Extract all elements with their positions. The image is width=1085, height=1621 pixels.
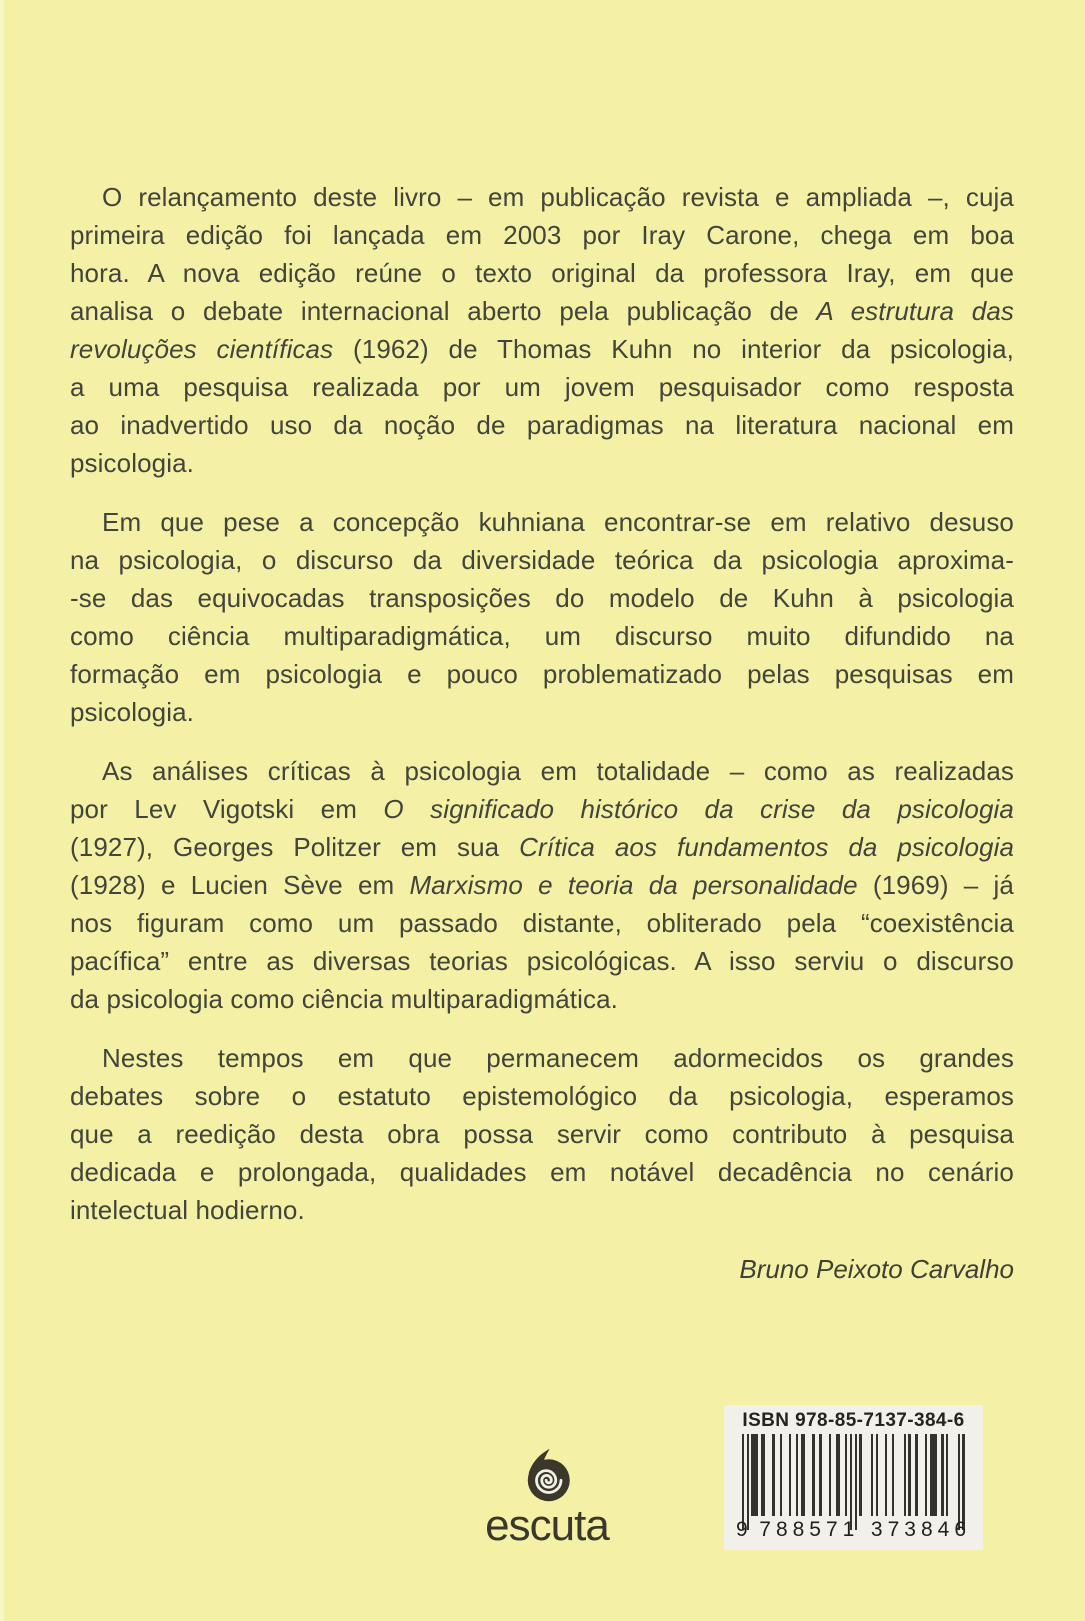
text-line: -se das equivocadas transposições do modelo de Kuhn à psicologia (70, 583, 1014, 613)
paragraph (70, 752, 1014, 1018)
text-line: hora. A nova edição reúne o texto original da professora Iray, em que (70, 258, 1014, 288)
text-line: como ciência multiparadigmática, um discurso muito difundido na (70, 621, 1014, 651)
isbn-label: ISBN 978-85-7137-384-6 (742, 1410, 965, 1431)
text-line: formação em psicologia e pouco problematizado pelas pesquisas em (70, 659, 1014, 689)
text-line: debates sobre o estatuto epistemológico da psicologia, esperamos (70, 1081, 1014, 1111)
text-line: dedicada e prolongada, qualidades em notável decadência no cenário (70, 1157, 1014, 1187)
text-line: ao inadvertido uso da noção de paradigmas na literatura nacional em (70, 410, 1014, 440)
text-line: da psicologia como ciência multiparadigmática. (70, 984, 618, 1014)
text-line: psicologia. (70, 697, 194, 727)
synopsis-paragraphs (70, 178, 1014, 1229)
barcode-digit-group-left: 788571 (759, 1518, 860, 1541)
text-line: O relançamento deste livro – em publicação revista e ampliada –, cuja (102, 182, 1014, 212)
text-line: analisa o debate internacional aberto pela publicação de A estrutura das (70, 296, 1014, 326)
text-line: intelectual hodierno. (70, 1195, 305, 1225)
text-line: psicologia. (70, 448, 194, 478)
text-line: Nestes tempos em que permanecem adormecidos os grandes (102, 1043, 1014, 1073)
text-line: (1928) e Lucien Sève em Marxismo e teoria da personalidade (1969) – já (70, 870, 1014, 900)
barcode-digit-lead: 9 (736, 1518, 748, 1541)
paragraph (70, 178, 1014, 482)
author-signature: Bruno Peixoto Carvalho (739, 1254, 1014, 1284)
barcode-digit-group-right: 373846 (870, 1518, 971, 1541)
synopsis-text-block (70, 178, 1014, 1288)
text-line: Em que pese a concepção kuhniana encontrar-se em relativo desuso (102, 507, 1014, 537)
barcode-digits (736, 1518, 971, 1542)
text-line: que a reedição desta obra possa servir como contributo à pesquisa (70, 1119, 1014, 1149)
text-line: a uma pesquisa realizada por um jovem pesquisador como resposta (70, 372, 1014, 402)
text-line: na psicologia, o discurso da diversidade teórica da psicologia aproxima- (70, 545, 1014, 575)
publisher-name: escuta (485, 1501, 609, 1550)
text-line: (1927), Georges Politzer em sua Crítica aos fundamentos da psicologia (70, 832, 1014, 862)
text-line: pacífica” entre as diversas teorias psicológicas. A isso serviu o discurso (70, 946, 1014, 976)
text-line: revoluções científicas (1962) de Thomas Kuhn no interior da psicologia, (70, 334, 1014, 364)
text-line: por Lev Vigotski em O significado histórico da crise da psicologia (70, 794, 1014, 824)
publisher-logo (462, 1446, 632, 1550)
text-line: As análises críticas à psicologia em totalidade – como as realizadas (102, 756, 1014, 786)
isbn-barcode-box (724, 1405, 983, 1550)
paragraph (70, 503, 1014, 731)
snail-shell-icon (519, 1446, 575, 1504)
text-line: nos figuram como um passado distante, obliterado pela “coexistência (70, 908, 1014, 938)
paragraph (70, 1039, 1014, 1229)
text-line: primeira edição foi lançada em 2003 por Iray Carone, chega em boa (70, 220, 1014, 250)
